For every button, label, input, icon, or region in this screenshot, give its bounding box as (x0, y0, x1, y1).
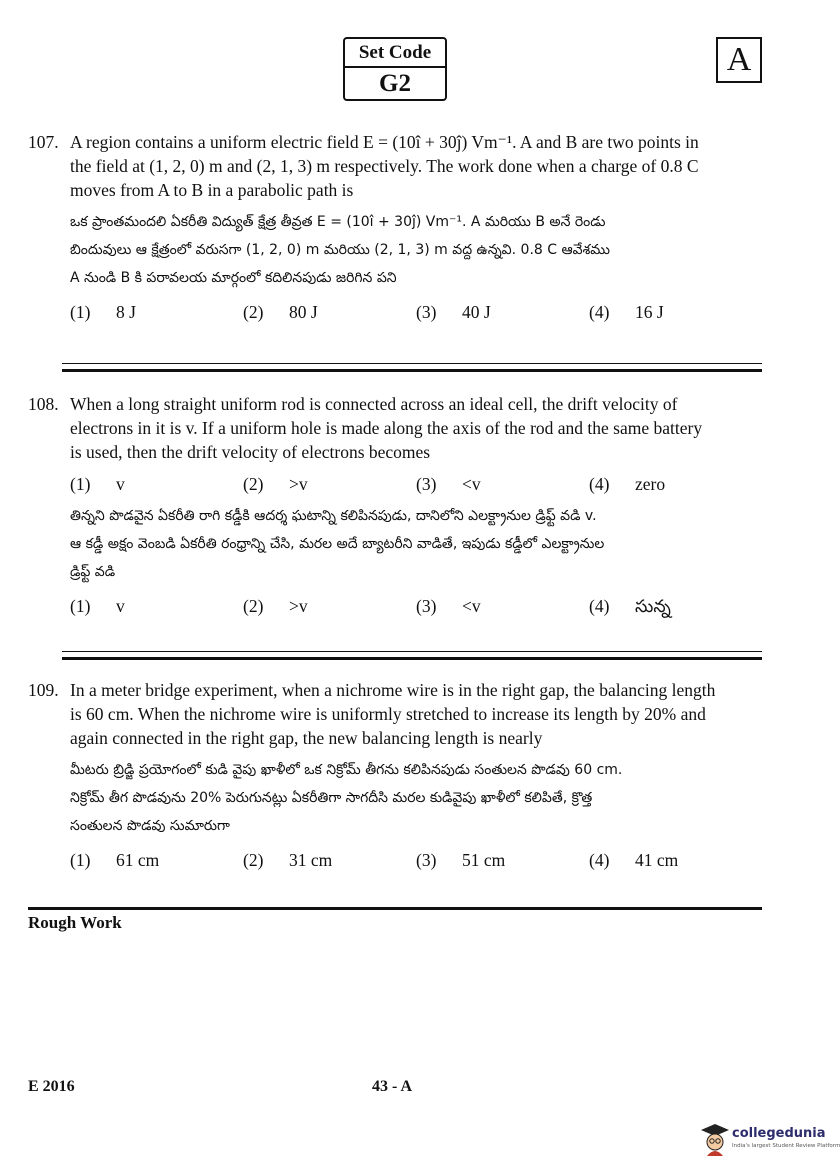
separator (62, 657, 762, 660)
option-text: 61 cm (116, 850, 160, 870)
collegedunia-logo (700, 1122, 840, 1158)
question-line-te: డ్రిఫ్ట్ వడి (70, 564, 116, 580)
option-text: <v (462, 596, 481, 616)
separator (62, 651, 762, 652)
question-text-en (28, 130, 764, 202)
option-text: సున్న (635, 596, 671, 616)
question-number: 109. (28, 680, 59, 700)
rough-work-label: Rough Work (28, 913, 122, 932)
option-text: >v (289, 596, 308, 616)
question-line-te: A నుండి B కి పరావలయ మార్గంలో కదిలినపుడు జరిగిన పని (70, 270, 397, 286)
option-number: (4) (589, 596, 610, 616)
question-line: again connected in the right gap, the new balancing length is nearly (70, 728, 543, 748)
set-code-label: Set Code (345, 39, 445, 68)
option-number: (1) (70, 302, 91, 322)
question-line: In a meter bridge experiment, when a nichrome wire is in the right gap, the balancing length (70, 680, 716, 700)
question-line-te: బిందువులు ఆ క్షేత్రంలో వరుసగా (1, 2, 0) m మరియు (2, 1, 3) m వద్ద ఉన్నవి. 0.8 C ఆవేశము (70, 242, 610, 258)
logo-name: collegedunia (732, 1126, 826, 1141)
question-number: 107. (28, 132, 59, 152)
option-number: (3) (416, 850, 437, 870)
option-3 (416, 848, 589, 872)
option-text: 51 cm (462, 850, 506, 870)
option-3 (416, 300, 589, 324)
separator (62, 363, 762, 364)
set-code-box (343, 37, 447, 101)
option-number: (3) (416, 474, 437, 494)
option-number: (3) (416, 302, 437, 322)
option-1 (70, 594, 243, 618)
rough-work-rule (28, 907, 762, 910)
option-4 (589, 594, 762, 618)
question-text-te (28, 502, 764, 586)
option-number: (2) (243, 474, 264, 494)
option-number: (1) (70, 850, 91, 870)
option-text: 8 J (116, 302, 136, 322)
option-1 (70, 472, 243, 496)
option-2 (243, 594, 416, 618)
option-4 (589, 848, 762, 872)
option-text: 16 J (635, 302, 664, 322)
option-3 (416, 472, 589, 496)
question-line: is 60 cm. When the nichrome wire is uniformly stretched to increase its length by 20% and (70, 704, 706, 724)
option-text: zero (635, 474, 666, 494)
separator (62, 369, 762, 372)
option-number: (2) (243, 302, 264, 322)
option-number: (4) (589, 474, 610, 494)
option-number: (1) (70, 596, 91, 616)
graduate-icon (700, 1122, 730, 1156)
question-108 (28, 392, 764, 618)
footer-exam-code: E 2016 (28, 1078, 75, 1095)
question-text-en (28, 392, 764, 464)
option-3 (416, 594, 589, 618)
question-line: is used, then the drift velocity of electrons becomes (70, 442, 431, 462)
question-line-te: ఒక ప్రాంతమందలి ఏకరీతి విద్యుత్ క్షేత్ర తీవ్రత E = (10î + 30ĵ) Vm⁻¹. A మరియు B అనే రెండు (70, 214, 606, 230)
footer-page-number: 43 - A (372, 1078, 412, 1095)
question-line: When a long straight uniform rod is connected across an ideal cell, the drift velocity of (70, 394, 678, 414)
question-line-te: సంతులన పొడవు సుమారుగా (70, 818, 230, 834)
option-text: 80 J (289, 302, 318, 322)
option-text: <v (462, 474, 481, 494)
option-1 (70, 300, 243, 324)
option-text: 31 cm (289, 850, 333, 870)
options-row-te (28, 594, 764, 618)
option-text: >v (289, 474, 308, 494)
options-row (28, 300, 764, 324)
option-2 (243, 300, 416, 324)
question-109 (28, 678, 764, 872)
question-line-te: ఆ కడ్డీ అక్షం వెంబడి ఏకరీతి రంధ్రాన్ని చేసి, మరల అదే బ్యాటరీని వాడితే, ఇపుడు కడ్డీలో ఎలక్ట్రానుల (70, 536, 605, 552)
question-text-te (28, 756, 764, 840)
option-text: 41 cm (635, 850, 679, 870)
option-number: (2) (243, 850, 264, 870)
option-number: (3) (416, 596, 437, 616)
option-text: 40 J (462, 302, 491, 322)
question-text-te (28, 208, 764, 292)
option-1 (70, 848, 243, 872)
option-number: (1) (70, 474, 91, 494)
question-line: the field at (1, 2, 0) m and (2, 1, 3) m respectively. The work done when a charge of 0.8 C (70, 156, 699, 176)
option-text: v (116, 596, 125, 616)
question-number: 108. (28, 394, 59, 414)
set-code-value: G2 (379, 70, 411, 97)
option-4 (589, 472, 762, 496)
question-line-te: నిక్రోమ్ తీగ పొడవును 20% పెరుగునట్లు ఏకరీతిగా సాగదీసి మరల కుడివైపు ఖాళీలో కలిపితే, క్రొత్త (70, 790, 593, 806)
booklet-code: A (716, 37, 762, 83)
options-row-en (28, 472, 764, 496)
option-4 (589, 300, 762, 324)
question-line: electrons in it is v. If a uniform hole is made along the axis of the rod and the same battery (70, 418, 703, 438)
question-line: moves from A to B in a parabolic path is (70, 180, 354, 200)
question-text-en (28, 678, 764, 750)
option-text: v (116, 474, 125, 494)
question-line-te: తిన్నని పొడవైన ఏకరీతి రాగి కడ్డీకి ఆదర్శ ఘటాన్ని కలిపినపుడు, దానిలోని ఎలక్ట్రానుల డ్రిఫ్ట్ వడి v. (70, 508, 597, 524)
question-107 (28, 130, 764, 324)
question-line-te: మీటరు బ్రిడ్జి ప్రయోగంలో కుడి వైపు ఖాళీలో ఒక నిక్రోమ్ తీగను కలిపినపుడు సంతులన పొడవు 60 cm. (70, 762, 623, 778)
question-line: A region contains a uniform electric field E = (10î + 30ĵ) Vm⁻¹. A and B are two points in (70, 132, 699, 152)
option-number: (2) (243, 596, 264, 616)
option-number: (4) (589, 850, 610, 870)
options-row (28, 848, 764, 872)
option-2 (243, 472, 416, 496)
logo-tagline: India's largest Student Review Platform (732, 1143, 840, 1149)
option-2 (243, 848, 416, 872)
option-number: (4) (589, 302, 610, 322)
